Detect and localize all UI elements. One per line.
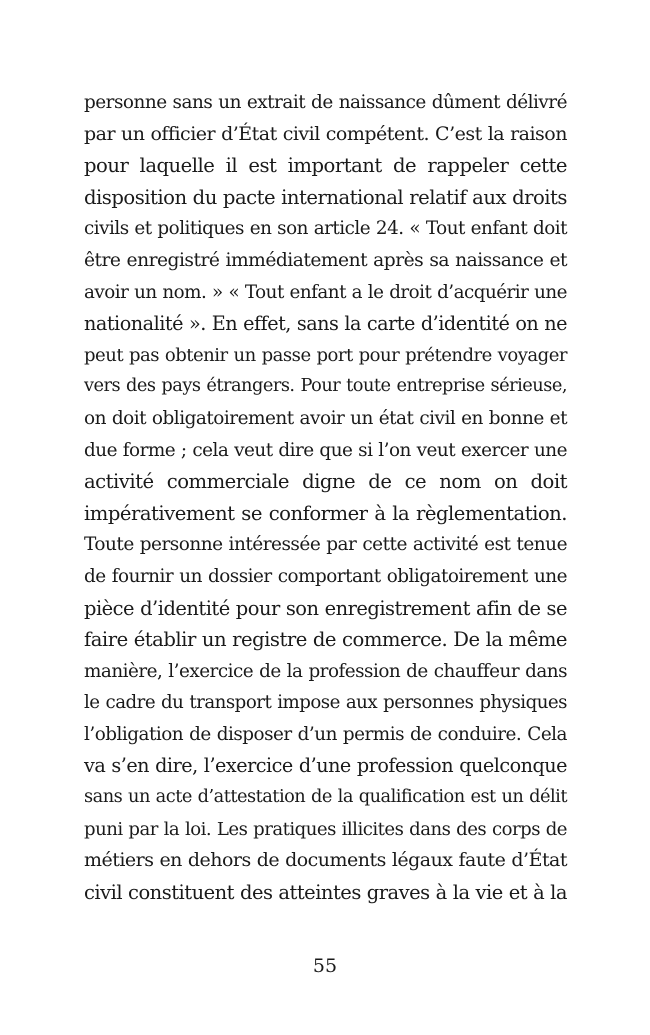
text-line: pour laquelle il est important de rappeler cette — [84, 154, 567, 178]
text-line: manière, l’exercice de la profession de chauffeur dans — [84, 660, 567, 682]
text-line: pièce d’identité pour son enregistrement afin de se — [84, 596, 567, 620]
text-line: civils et politiques en son article 24. « Tout enfant doit — [84, 218, 567, 240]
text-line: l’obligation de disposer d’un permis de conduire. Cela — [84, 723, 567, 745]
text-line: vers des pays étrangers. Pour toute entreprise sérieuse, — [84, 376, 567, 397]
text-line: puni par la loi. Les pratiques illicites dans des corps de — [84, 818, 567, 840]
text-line: de fournir un dossier comportant obligatoirement une — [84, 565, 567, 587]
text-line: impérativement se conformer à la règlementation. — [84, 501, 567, 525]
text-line: on doit obligatoirement avoir un état civil en bonne et — [84, 407, 567, 429]
text-line: disposition du pacte international relatif aux droits — [84, 185, 567, 209]
text-line: être enregistré immédiatement après sa naissance et — [84, 249, 567, 271]
text-line: va s’en dire, l’exercice d’une profession quelconque — [84, 754, 567, 778]
text-line: personne sans un extrait de naissance dûment délivré — [84, 92, 567, 113]
text-line: faire établir un registre de commerce. De la même — [84, 628, 567, 652]
text-line: activité commerciale digne de ce nom on doit — [84, 470, 567, 494]
text-line: peut pas obtenir un passe port pour prétendre voyager — [84, 344, 567, 366]
text-line: par un officier d’État civil compétent. C’est la raison — [84, 122, 567, 145]
text-line: nationalité ». En effet, sans la carte d’identité on ne — [84, 312, 567, 336]
text-line: métiers en dehors de documents légaux faute d’État — [84, 849, 567, 872]
text-line: Toute personne intéressée par cette activité est tenue — [84, 534, 567, 556]
text-line: sans un acte d’attestation de la qualification est un délit — [84, 787, 567, 808]
text-line: avoir un nom. » « Tout enfant a le droit d’acquérir une — [84, 281, 567, 303]
page-number: 55 — [312, 955, 338, 977]
text-line: due forme ; cela veut dire que si l’on veut exercer une — [84, 439, 567, 461]
body-text — [84, 87, 567, 908]
text-line: le cadre du transport impose aux personnes physiques — [84, 692, 567, 714]
text-line: civil constituent des atteintes graves à la vie et à la — [84, 880, 567, 904]
